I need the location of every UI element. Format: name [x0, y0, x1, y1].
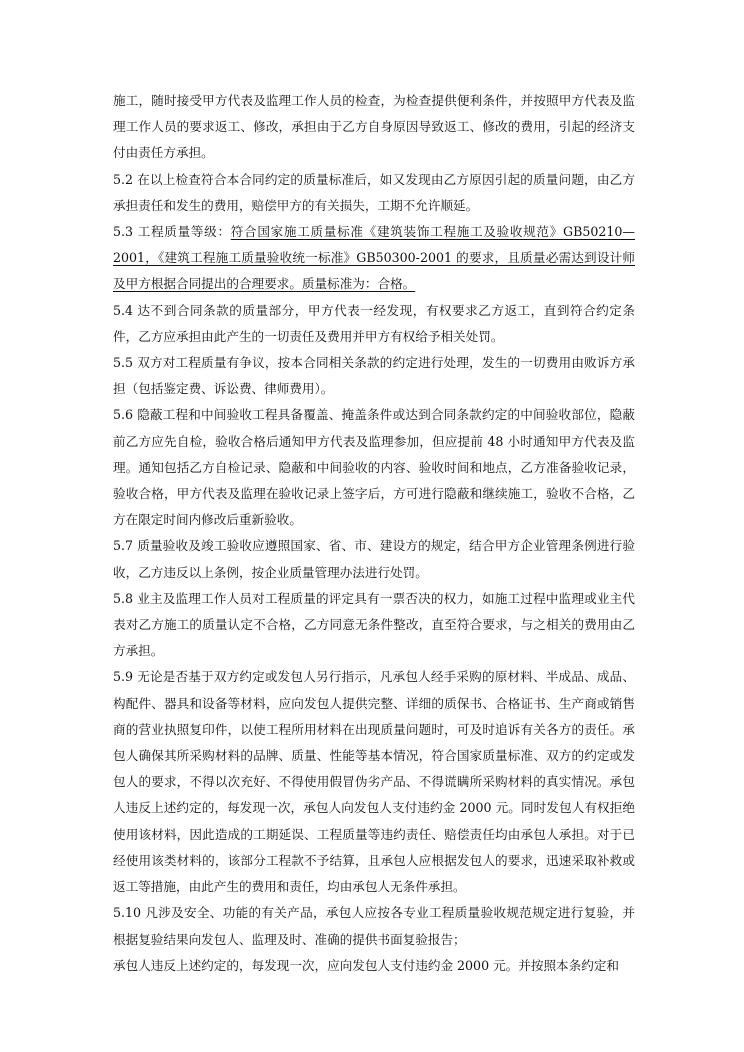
- document-body: [113, 88, 635, 979]
- paragraph-5-5: 5.5 双方对工程质量有争议，按本合同相关条款的约定进行处理，发生的一切费用由败诉方承担（包括鉴定费、诉讼费、律师费用）。: [113, 355, 635, 397]
- paragraph-5-3-underlined: 符合国家施工质量标准《建筑装饰工程施工及验收规范》GB50210—2001，《建筑工程施工质量验收统一标准》GB50300-2001 的要求，且质量必需达到设计师及甲方根据合同提出的合理要求。质量标准为：合格。: [113, 224, 635, 292]
- paragraph-5-2: 5.2 在以上检查符合本合同约定的质量标准后，如又发现由乙方原因引起的质量问题，由乙方承担责任和发生的费用，赔偿甲方的有关损失，工期不允许顺延。: [113, 171, 635, 213]
- paragraph-5-7: 5.7 质量验收及竣工验收应遵照国家、省、市、建设方的规定，结合甲方企业管理条例进行验收，乙方违反以上条例，按企业质量管理办法进行处罚。: [113, 538, 635, 580]
- paragraph-penalty: 承包人违反上述约定的，每发现一次，应向发包人支付违约金 2000 元。并按照本条约定和: [113, 957, 620, 973]
- paragraph-5-8: 5.8 业主及监理工作人员对工程质量的评定具有一票否决的权力，如施工过程中监理或业主代表对乙方施工的质量认定不合格，乙方同意无条件整改，直至符合要求，与之相关的费用由乙方承担。: [113, 590, 635, 659]
- paragraph-5-10: 5.10 凡涉及安全、功能的有关产品，承包人应按各专业工程质量验收规范规定进行复验，并根据复验结果向发包人、监理及时、准确的提供书面复验报告；: [113, 905, 635, 947]
- paragraph-5-9: 5.9 无论是否基于双方约定或发包人另行指示，凡承包人经手采购的原材料、半成品、成品、构配件、器具和设备等材料，应向发包人提供完整、详细的质保书、合格证书、生产商或销售商的营业执照复印件，以使工程所用材料在出现质量问题时，可及时追诉有关各方的责任。承包人确保其所采购材料的品牌、质量、性能等基本情况，符合国家质量标准、双方的约定或发包人的要求，不得以次充好、不得使用假冒伪劣产品、不得谎瞒所采购材料的真实情况。承包人违反上述约定的，每发现一次，承包人向发包人支付违约金 2000 元。同时发包人有权拒绝使用该材料，因此造成的工期延误、工程质量等违约责任、赔偿责任均由承包人承担。对于已经使用该类材料的，该部分工程款不予结算，且承包人应根据发包人的要求，迅速采取补救或返工等措施，由此产生的费用和责任，均由承包人无条件承担。: [113, 669, 635, 895]
- paragraph-5-3-prefix: 5.3 工程质量等级：: [113, 224, 231, 240]
- paragraph-5-6: 5.6 隐蔽工程和中间验收工程具备覆盖、掩盖条件或达到合同条款约定的中间验收部位，隐蔽前乙方应先自检，验收合格后通知甲方代表及监理参加，但应提前 48 小时通知甲方代表及监理。通知包括乙方自检记录、隐蔽和中间验收的内容、验收时间和地点，乙方准备验收记录，验收合格，甲方代表及监理在验收记录上签字后，方可进行隐蔽和继续施工，验收不合格，乙方在限定时间内修改后重新验收。: [113, 407, 635, 528]
- paragraph-5-4: 5.4 达不到合同条款的质量部分，甲方代表一经发现，有权要求乙方返工，直到符合约定条件，乙方应承担由此产生的一切责任及费用并甲方有权给予相关处罚。: [113, 302, 635, 344]
- paragraph-5-3: [113, 219, 635, 298]
- paragraph-continuation: 施工，随时接受甲方代表及监理工作人员的检查，为检查提供便利条件，并按照甲方代表及监理工作人员的要求返工、修改，承担由于乙方自身原因导致返工、修改的费用，引起的经济支付由责任方承担。: [113, 93, 635, 161]
